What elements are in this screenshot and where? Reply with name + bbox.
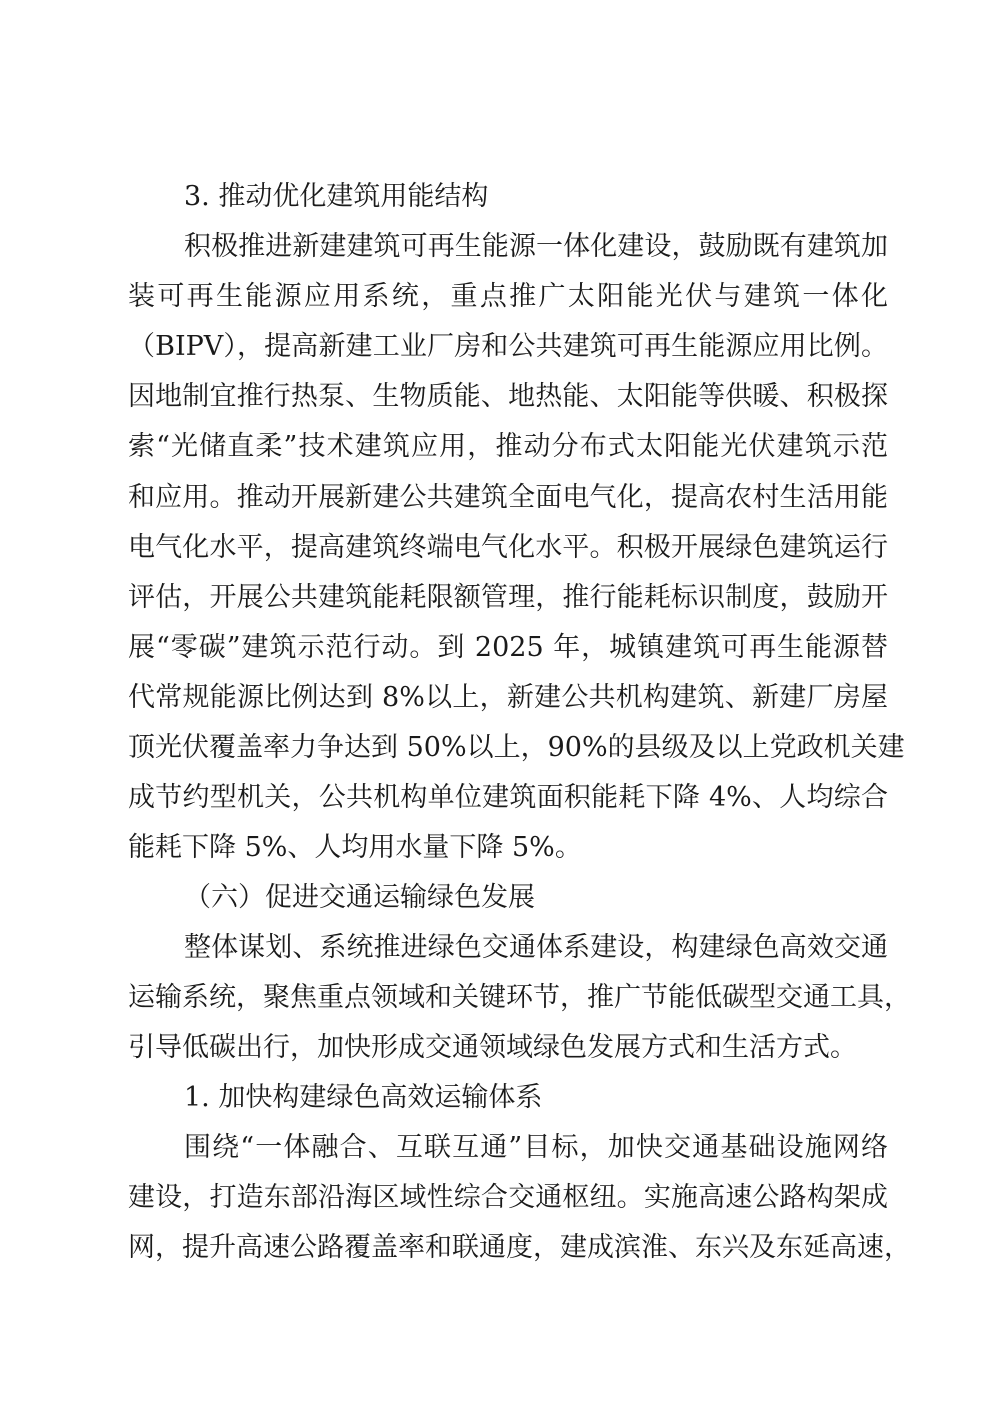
paragraph-line: 索“光储直柔”技术建筑应用，推动分布式太阳能光伏建筑示范 [128,431,888,462]
section-6-heading: （六）促进交通运输绿色发展 [184,882,535,913]
paragraph-line: 顶光伏覆盖率力争达到 50%以上，90%的县级及以上党政机关建 [128,732,905,763]
paragraph-line: 成节约型机关，公共机构单位建筑面积能耗下降 4%、人均综合 [128,782,888,813]
subsection-1-heading: 1. 加快构建绿色高效运输体系 [184,1082,543,1113]
paragraph-line: 引导低碳出行，加快形成交通领域绿色发展方式和生活方式。 [128,1032,857,1063]
paragraph-line: 运输系统，聚焦重点领域和关键环节，推广节能低碳型交通工具， [128,982,911,1013]
paragraph-line: 整体谋划、系统推进绿色交通体系建设，构建绿色高效交通 [184,932,888,963]
paragraph-line: 评估，开展公共建筑能耗限额管理，推行能耗标识制度，鼓励开 [128,582,888,613]
paragraph-line: 电气化水平，提高建筑终端电气化水平。积极开展绿色建筑运行 [128,532,888,563]
paragraph-line: 积极推进新建建筑可再生能源一体化建设，鼓励既有建筑加 [184,231,888,262]
paragraph-line: （BIPV），提高新建工业厂房和公共建筑可再生能源应用比例。 [128,331,888,362]
paragraph-line: 因地制宜推行热泵、生物质能、地热能、太阳能等供暖、积极探 [128,381,888,412]
paragraph-line: 代常规能源比例达到 8%以上，新建公共机构建筑、新建厂房屋 [128,682,888,713]
paragraph-line: 和应用。推动开展新建公共建筑全面电气化，提高农村生活用能 [128,482,888,513]
paragraph-line: 建设，打造东部沿海区域性综合交通枢纽。实施高速公路构架成 [128,1182,888,1213]
paragraph-line: 装可再生能源应用系统，重点推广太阳能光伏与建筑一体化 [128,281,888,312]
section-3-heading: 3. 推动优化建筑用能结构 [184,181,489,212]
paragraph-line: 围绕“一体融合、互联互通”目标，加快交通基础设施网络 [184,1132,888,1163]
paragraph-line: 网，提升高速公路覆盖率和联通度，建成滨淮、东兴及东延高速， [128,1232,911,1263]
paragraph-line: 能耗下降 5%、人均用水量下降 5%。 [128,832,582,863]
paragraph-line: 展“零碳”建筑示范行动。到 2025 年，城镇建筑可再生能源替 [128,632,888,663]
